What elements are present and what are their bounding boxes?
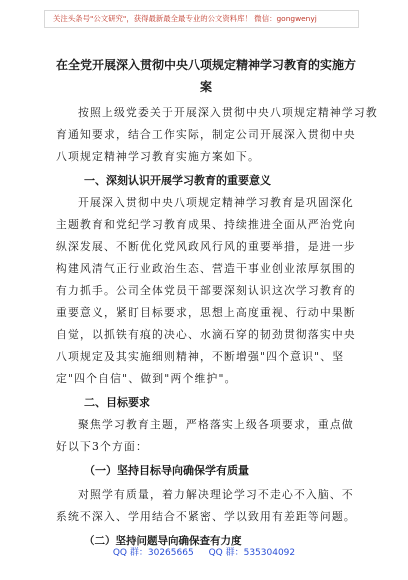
document-title-line2: 案 <box>199 80 212 94</box>
section2-line: 好以下3个方面： <box>56 440 149 453</box>
document-title-line1: 在全党开展深入贯彻中央八项规定精神学习教育的实施方 <box>56 58 357 72</box>
section1-line: 构建风清气正行业政治生态、营造干事业创业浓厚氛围的 <box>56 262 356 275</box>
section1-paragraph <box>56 192 356 390</box>
subsection1-heading: （一）坚持目标导向确保学有质量 <box>84 464 249 477</box>
section1-line: 有力抓手。公司全体党员干部要深刻认识这次学习教育的 <box>56 284 356 297</box>
section1-line: 纵深发展、不断优化党风政风行风的重要举措，是进一步 <box>56 240 356 253</box>
intro-paragraph <box>56 102 378 168</box>
footer-qq2: QQ 群：535304092 <box>208 548 296 558</box>
section1-line: 定"四个自信"、做到"两个维护"。 <box>56 372 237 385</box>
intro-line: 按照上级党委关于开展深入贯彻中央八项规定精神学习教 <box>78 106 378 119</box>
section2-line: 聚焦学习教育主题，严格落实上级各项要求，重点做 <box>78 418 354 431</box>
section2-heading: 二、目标要求 <box>84 396 150 409</box>
intro-line: 八项规定精神学习教育实施方案如下。 <box>56 150 260 163</box>
subsection1-line: 对照学有质量，着力解决理论学习不走心不入脑、不 <box>78 488 354 501</box>
subsection1-line: 系统不深入、学用结合不紧密、学以致用有差距等问题。 <box>56 510 356 523</box>
subsection2-heading: （二）坚持问题导向确保查有力度 <box>84 535 242 547</box>
section1-line: 自觉，以抓铁有痕的决心、水滴石穿的韧劲贯彻落实中央 <box>56 328 356 341</box>
intro-line: 育通知要求，结合工作实际，制定公司开展深入贯彻中央 <box>56 128 356 141</box>
section1-line: 开展深入贯彻中央八项规定精神学习教育是巩固深化 <box>78 196 354 209</box>
footer-contact <box>0 545 408 558</box>
section1-line: 八项规定及其实施细则精神，不断增强"四个意识"、坚 <box>56 350 345 363</box>
section1-line: 主题教育和党纪学习教育成果、持续推进全面从严治党向 <box>56 218 356 231</box>
header-banner: 关注头条号"公文研究"，获得最新最全最专业的公文资料库！ 微信：gongwenyj <box>44 10 359 28</box>
section2-paragraph <box>56 414 352 458</box>
section1-heading: 一、深刻认识开展学习教育的重要意义 <box>84 174 271 187</box>
subsection1-paragraph <box>56 484 356 528</box>
footer-qq1: QQ 群：30265665 <box>112 548 194 558</box>
section1-line: 重要意义，紧盯目标要求，思想上高度重视、行动中果断 <box>56 306 356 319</box>
